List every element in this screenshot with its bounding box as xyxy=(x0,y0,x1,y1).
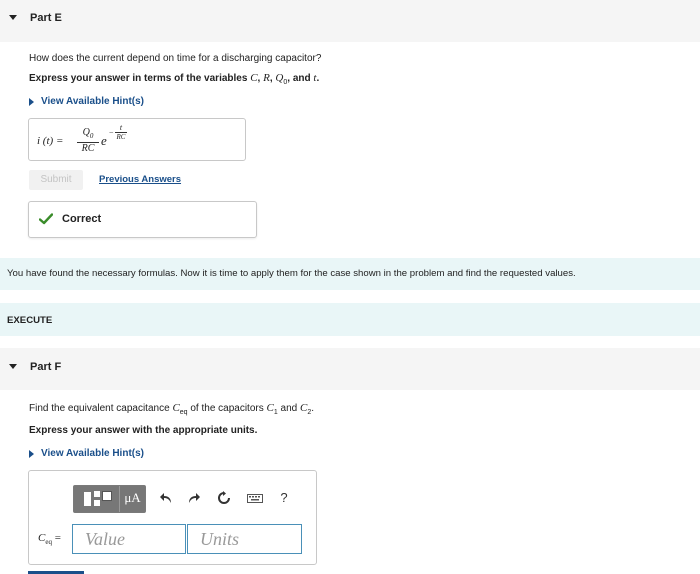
units-template-button[interactable]: μA xyxy=(124,490,141,505)
checkmark-icon xyxy=(39,213,53,225)
fraction-template-icon[interactable] xyxy=(74,486,120,512)
redo-icon[interactable] xyxy=(187,492,201,504)
collapse-caret-icon[interactable] xyxy=(9,15,17,20)
keyboard-icon[interactable] xyxy=(247,494,263,503)
answer-fraction: $Q_0$ RC xyxy=(77,127,99,155)
collapse-caret-icon[interactable] xyxy=(9,364,17,369)
execute-label: EXECUTE xyxy=(7,315,53,326)
part-e-instruction: Express your answer in terms of the variables C, R, $Q_0$, and t. xyxy=(29,72,320,86)
part-f-title: Part F xyxy=(30,361,62,373)
execute-section xyxy=(0,303,700,336)
ceq-label: $C_{eq}$ = xyxy=(38,532,61,547)
help-button[interactable]: ? xyxy=(280,490,288,505)
undo-icon[interactable] xyxy=(159,492,173,504)
hint-toggle-icon[interactable] xyxy=(29,98,34,106)
info-banner xyxy=(0,258,700,290)
part-f-question: Find the equivalent capacitance $C_{eq}$ of the capacitors $C_1$ and $C_2$. xyxy=(29,402,315,416)
part-f-instruction: Express your answer with the appropriate units. xyxy=(29,425,258,436)
part-e-hint-link[interactable]: View Available Hint(s) xyxy=(41,96,144,107)
feedback-text: Correct xyxy=(62,213,102,225)
part-f-hint-link[interactable]: View Available Hint(s) xyxy=(41,448,144,459)
reset-icon[interactable] xyxy=(217,491,231,505)
part-e-answer-box: i (t) = $Q_0$ RC e − t RC xyxy=(28,118,246,161)
value-input[interactable]: Value xyxy=(72,524,186,554)
part-e-title: Part E xyxy=(30,12,62,24)
answer-exp-base: e xyxy=(101,133,107,148)
part-f-header[interactable] xyxy=(0,348,700,390)
part-f-answer-editor xyxy=(28,470,317,565)
hint-toggle-icon[interactable] xyxy=(29,450,34,458)
previous-answers-link[interactable]: Previous Answers xyxy=(99,174,182,185)
info-text: You have found the necessary formulas. Now it is time to apply them for the case shown in the problem and find the requested values. xyxy=(7,268,576,279)
units-input[interactable]: Units xyxy=(187,524,302,554)
feedback-box xyxy=(28,201,257,238)
submit-button[interactable]: Submit xyxy=(29,170,83,190)
part-e-header[interactable] xyxy=(0,0,700,42)
template-button[interactable] xyxy=(73,485,146,513)
answer-lhs: i (t) = xyxy=(37,135,64,147)
part-e-question: How does the current depend on time for a discharging capacitor? xyxy=(29,53,322,64)
